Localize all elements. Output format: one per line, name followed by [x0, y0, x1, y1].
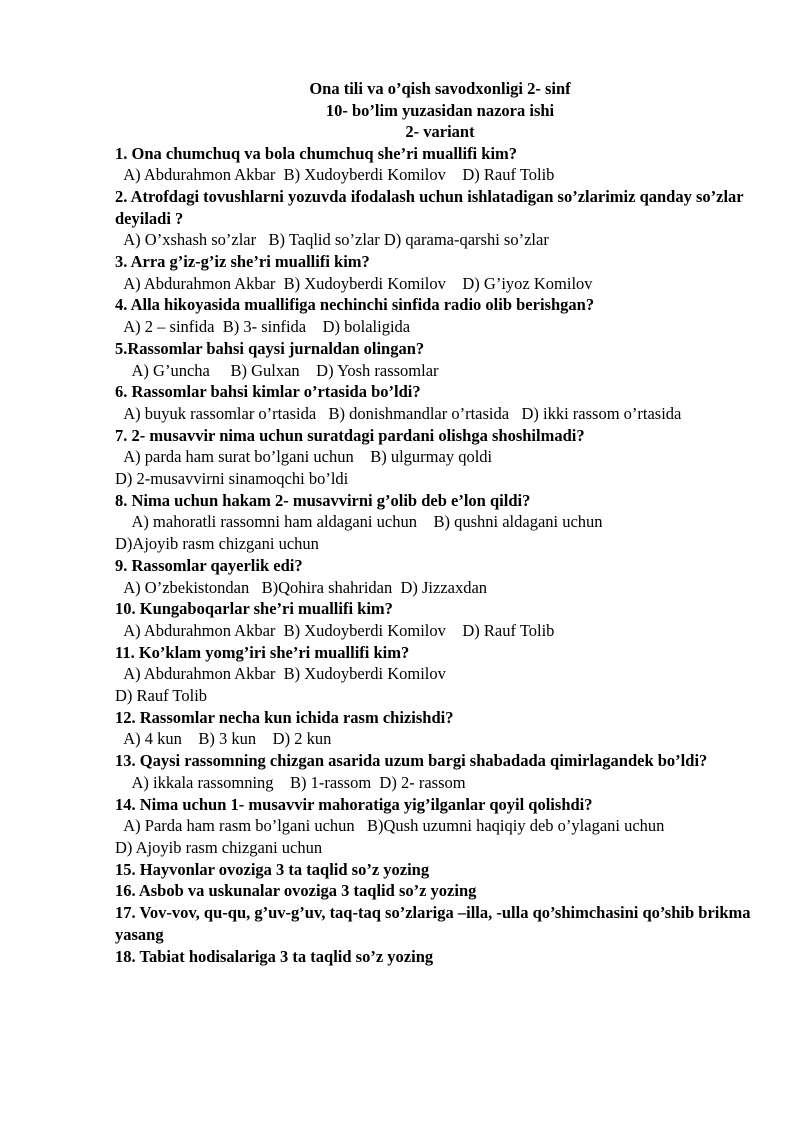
question-text: 13. Qaysi rassomning chizgan asarida uzum bargi shabadada qimirlagandek bo’ldi?	[115, 751, 708, 771]
answer-options: A) O’zbekistondan B)Qohira shahridan D) Jizzaxdan	[115, 577, 488, 597]
question-text: 5.Rassomlar bahsi qaysi jurnaldan olingan?	[115, 338, 425, 358]
question-text: 10. Kungaboqarlar she’ri muallifi kim?	[115, 599, 393, 619]
answer-options: D) 2-musavvirni sinamoqchi bo’ldi	[115, 469, 349, 489]
question-item	[115, 880, 755, 902]
question-text: 6. Rassomlar bahsi kimlar o’rtasida bo’ldi?	[115, 382, 421, 402]
question-item	[115, 143, 755, 186]
answer-options: A) 4 kun B) 3 kun D) 2 kun	[115, 729, 332, 749]
answer-options: A) Abdurahmon Akbar B) Xudoyberdi Komilov	[115, 664, 446, 684]
header-title: Ona tili va o’qish savodxonligi 2- sinf	[309, 79, 571, 98]
question-item	[115, 490, 755, 555]
answer-options: A) Abdurahmon Akbar B) Xudoyberdi Komilov D) Rauf Tolib	[115, 620, 555, 640]
question-text: 9. Rassomlar qayerlik edi?	[115, 555, 303, 575]
question-text: 8. Nima uchun hakam 2- musavvirni g’olib deb e’lon qildi?	[115, 490, 531, 510]
document-header	[115, 78, 755, 143]
question-item	[115, 425, 755, 490]
answer-options: A) G’uncha B) Gulxan D) Yosh rassomlar	[115, 360, 439, 380]
answer-options: A) buyuk rassomlar o’rtasida B) donishmandlar o’rtasida D) ikki rassom o’rtasida	[115, 403, 682, 423]
question-item	[115, 186, 755, 251]
question-text: 7. 2- musavvir nima uchun suratdagi pardani olishga shoshilmadi?	[115, 425, 585, 445]
question-item	[115, 707, 755, 750]
answer-options: A) mahoratli rassomni ham aldagani uchun B) qushni aldagani uchun	[115, 512, 603, 532]
question-text: 2. Atrofdagi tovushlarni yozuvda ifodalash uchun ishlatadigan so’zlarimiz qanday so’zlar deyiladi ?	[115, 186, 744, 228]
answer-options: D) Rauf Tolib	[115, 686, 208, 706]
answer-options: A) ikkala rassomning B) 1-rassom D) 2- rassom	[115, 772, 466, 792]
question-item	[115, 381, 755, 424]
question-item	[115, 338, 755, 381]
answer-options: A) parda ham surat bo’lgani uchun B) ulgurmay qoldi	[115, 447, 493, 467]
question-item	[115, 859, 755, 881]
question-item	[115, 598, 755, 641]
answer-options: D)Ajoyib rasm chizgani uchun	[115, 534, 319, 554]
answer-options: A) Abdurahmon Akbar B) Xudoyberdi Komilov D) G’iyoz Komilov	[115, 273, 593, 293]
answer-options: D) Ajoyib rasm chizgani uchun	[115, 838, 323, 857]
question-item	[115, 902, 755, 945]
question-text: 18. Tabiat hodisalariga 3 ta taqlid so’z yozing	[115, 946, 434, 966]
answer-options: A) Parda ham rasm bo’lgani uchun B)Qush uzumni haqiqiy deb o’ylagani uchun	[115, 816, 665, 836]
question-text: 14. Nima uchun 1- musavvir mahoratiga yig’ilganlar qoyil qolishdi?	[115, 794, 593, 814]
question-text: 16. Asbob va uskunalar ovoziga 3 taqlid so’z yozing	[115, 881, 477, 901]
header-variant: 2- variant	[405, 122, 475, 141]
question-item	[115, 555, 755, 598]
question-item	[115, 750, 755, 793]
question-item	[115, 946, 755, 968]
header-subtitle: 10- bo’lim yuzasidan nazora ishi	[325, 100, 555, 120]
question-text: 3. Arra g’iz-g’iz she’ri muallifi kim?	[115, 252, 370, 272]
question-item	[115, 251, 755, 294]
question-text: 12. Rassomlar necha kun ichida rasm chizishdi?	[115, 707, 454, 727]
question-text: 11. Ko’klam yomg’iri she’ri muallifi kim?	[115, 642, 410, 662]
document-page	[115, 78, 755, 967]
question-text: 4. Alla hikoyasida muallifiga nechinchi sinfida radio olib berishgan?	[115, 295, 595, 315]
question-item	[115, 294, 755, 337]
question-text: 15. Hayvonlar ovoziga 3 ta taqlid so’z yozing	[115, 859, 430, 879]
answer-options: A) 2 – sinfida B) 3- sinfida D) bolaligida	[115, 317, 411, 337]
question-text: 1. Ona chumchuq va bola chumchuq she’ri muallifi kim?	[115, 143, 518, 163]
question-list	[115, 143, 755, 968]
answer-options: A) Abdurahmon Akbar B) Xudoyberdi Komilov D) Rauf Tolib	[115, 165, 555, 185]
question-text: 17. Vov-vov, qu-qu, g’uv-g’uv, taq-taq so’zlariga –illa, -ulla qo’shimchasini qo’shib brikma yasang	[115, 903, 751, 944]
question-item	[115, 794, 755, 859]
question-item	[115, 642, 755, 707]
answer-options: A) O’xshash so’zlar B) Taqlid so’zlar D) qarama-qarshi so’zlar	[115, 230, 549, 250]
